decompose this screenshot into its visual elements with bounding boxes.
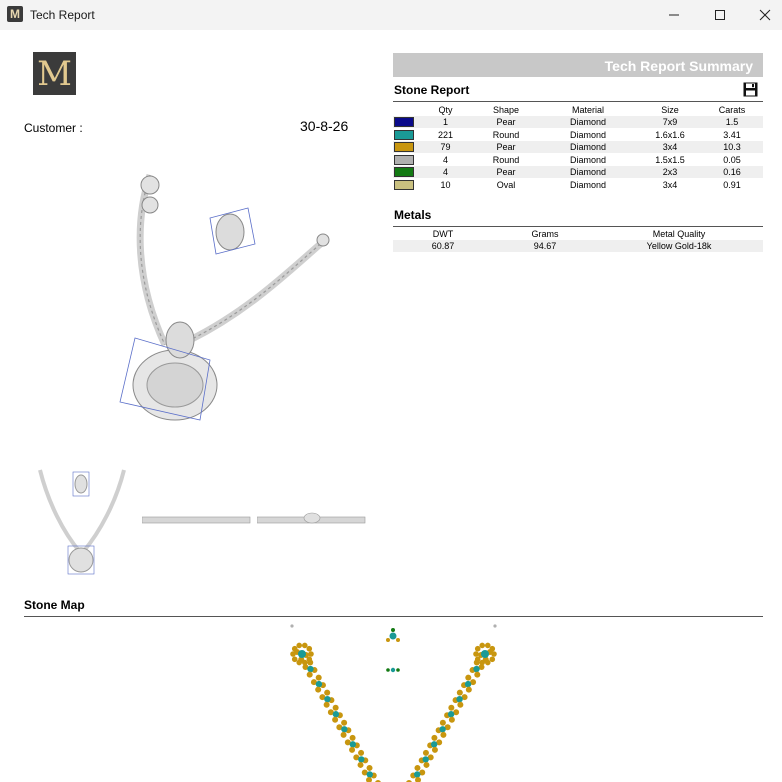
stone-map-stone [423,750,429,756]
stone-map-stone [481,650,489,658]
stone-report-row [393,154,763,166]
stone-map-stone [396,668,400,672]
column-header: Material [571,105,604,115]
stone-map-stone [414,771,420,777]
stone-map-stone [341,726,347,732]
stone-map-stone [473,666,479,672]
stone-map-stone [489,646,495,652]
stone-carats: 10.3 [723,142,741,153]
stone-color-swatch [394,130,414,140]
stone-report-row [393,116,763,128]
stone-map-stone [491,651,497,657]
stone-map-stone [432,747,438,753]
stone-shape: Pear [496,142,516,153]
stone-material: Diamond [569,154,607,165]
stone-color-swatch [394,167,414,177]
stone-report-title: Stone Report [394,83,470,97]
metal-dwt: 60.87 [431,241,455,251]
stone-map-stone [456,696,462,702]
stone-carats: 1.5 [725,117,739,127]
stone-map-stone [302,643,308,649]
logo-letter: M [37,53,72,94]
stone-map-stone [349,747,355,753]
stone-map-stone [396,638,400,642]
stone-report-row [393,166,763,178]
stone-map-stone [366,777,372,782]
company-logo [33,52,76,95]
stone-map-stone [298,650,306,658]
stone-map-stone [333,705,339,711]
column-header: Size [661,105,679,115]
stone-carats: 3.41 [723,129,741,140]
stone-map-stone [306,646,312,652]
stone-map-stone [391,668,395,672]
stone-size: 7x9 [662,117,678,127]
stone-report-divider [393,101,763,102]
necklace-top-thumbnail[interactable] [257,510,367,530]
stone-map-stone [292,646,298,652]
stone-map-stone [332,717,338,723]
stone-color-swatch [394,155,414,165]
column-header: Qty [438,105,453,115]
stone-color-swatch [394,117,414,127]
column-header: Carats [718,105,746,115]
stone-map-divider [24,616,763,617]
metals-header-row [393,228,763,240]
stone-map-stone [415,777,421,782]
stone-size: 1.5x1.5 [655,154,685,165]
stone-map-stone [386,668,390,672]
stone-material: Diamond [569,180,607,190]
stone-map-stone [465,681,471,687]
stone-map-stone [324,690,330,696]
window-title: Tech Report [30,8,95,22]
stone-color-swatch [394,142,414,152]
stone-map-stone [367,771,373,777]
stone-map-stone [431,735,437,741]
stone-size: 3x4 [662,180,678,190]
app-icon: M [7,6,23,22]
stone-map-stone [292,656,298,662]
stone-report-header-row [393,104,763,116]
stone-map-stone [350,741,356,747]
stone-map-stone [485,660,491,666]
stone-map-stone [358,750,364,756]
stone-map-title: Stone Map [24,598,85,612]
stone-map-stone [341,732,347,738]
necklace-side-thumbnail[interactable] [142,512,252,528]
metals-row [393,240,763,252]
save-icon[interactable] [743,82,758,97]
stone-shape: Pear [496,167,516,178]
summary-title: Tech Report Summary [604,58,753,74]
stone-map-stone [307,666,313,672]
minimize-icon [668,9,680,21]
stone-shape: Oval [496,180,516,190]
stone-map-stone [473,651,479,657]
stone-map-stone [440,720,446,726]
stone-size: 3x4 [662,142,678,153]
stone-qty: 1 [442,117,448,127]
stone-material: Diamond [569,117,607,127]
stone-map-stone [308,651,314,657]
stone-map-stone [423,762,429,768]
stone-map-stone [386,638,390,642]
stone-qty: 4 [442,154,448,165]
necklace-front-thumbnail[interactable] [28,462,133,577]
stone-map-stone [479,660,485,666]
column-header: Grams [531,229,559,239]
stone-qty: 79 [440,142,451,153]
stone-qty: 4 [442,167,448,178]
stone-map-stone [448,711,454,717]
stone-map-stone [316,681,322,687]
stone-shape: Round [492,129,520,140]
stone-qty: 10 [440,180,451,190]
stone-map-stone [449,717,455,723]
metals-title: Metals [394,208,432,222]
stone-size: 1.6x1.6 [655,129,685,140]
stone-map-stone [324,702,330,708]
minimize-button[interactable] [651,0,697,30]
stone-map-stone [440,732,446,738]
stone-shape: Pear [496,117,516,127]
stone-map-stone [457,702,463,708]
stone-map-stone [431,741,437,747]
report-date: 30-8-26 [300,118,349,134]
stone-map-stone [457,690,463,696]
stone-map-stone [414,765,420,771]
column-header: Metal Quality [652,229,706,239]
maximize-button[interactable] [697,0,743,30]
customer-label: Customer : [24,121,83,135]
stone-map-stone [307,672,313,678]
metals-divider [393,226,763,227]
maximize-icon [714,9,726,21]
stone-map-stone [485,643,491,649]
metal-quality: Yellow Gold-18k [646,241,712,251]
stone-material: Diamond [569,167,607,178]
stone-qty: 221 [437,129,454,140]
stone-map-stone [333,711,339,717]
stone-map-stone [358,762,364,768]
stone-material: Diamond [569,129,607,140]
stone-size: 2x3 [662,167,678,178]
stone-map-stone [465,675,471,681]
stone-map-stone [489,656,495,662]
stone-map-stone [493,624,496,627]
title-bar [0,0,782,30]
stone-map-stone [448,705,454,711]
stone-carats: 0.16 [723,167,741,178]
stone-map-stone [423,756,429,762]
stone-carats: 0.91 [723,180,741,190]
necklace-main-render[interactable] [110,160,360,430]
stone-map-stone [390,633,397,640]
stone-map-stone [475,656,481,662]
stone-material: Diamond [569,142,607,153]
stone-map-stone [439,726,445,732]
stone-map-canvas[interactable] [210,622,580,782]
stone-map-stone [466,687,472,693]
column-header: DWT [432,229,454,239]
stone-map-stone [324,696,330,702]
stone-map-stone [474,672,480,678]
stone-report-row [393,129,763,141]
close-button[interactable] [742,0,782,30]
stone-map-stone [350,735,356,741]
stone-report-row [393,179,763,191]
summary-banner [393,53,763,77]
stone-map-stone [296,660,302,666]
stone-map-stone [290,624,293,627]
stone-map-stone [391,628,395,632]
column-header: Shape [492,105,520,115]
stone-map-stone [315,687,321,693]
stone-map-stone [316,675,322,681]
stone-map-stone [358,756,364,762]
stone-map-stone [306,656,312,662]
stone-map-stone [367,765,373,771]
stone-map-stone [341,720,347,726]
stone-carats: 0.05 [723,154,741,165]
close-icon [759,9,771,21]
metal-grams: 94.67 [533,241,557,251]
stone-map-stone [296,643,302,649]
stone-shape: Round [492,154,520,165]
stone-map-stone [475,646,481,652]
stone-color-swatch [394,180,414,190]
stone-map-stone [302,660,308,666]
stone-map-stone [290,651,296,657]
stone-map-stone [479,643,485,649]
stone-report-row [393,141,763,153]
